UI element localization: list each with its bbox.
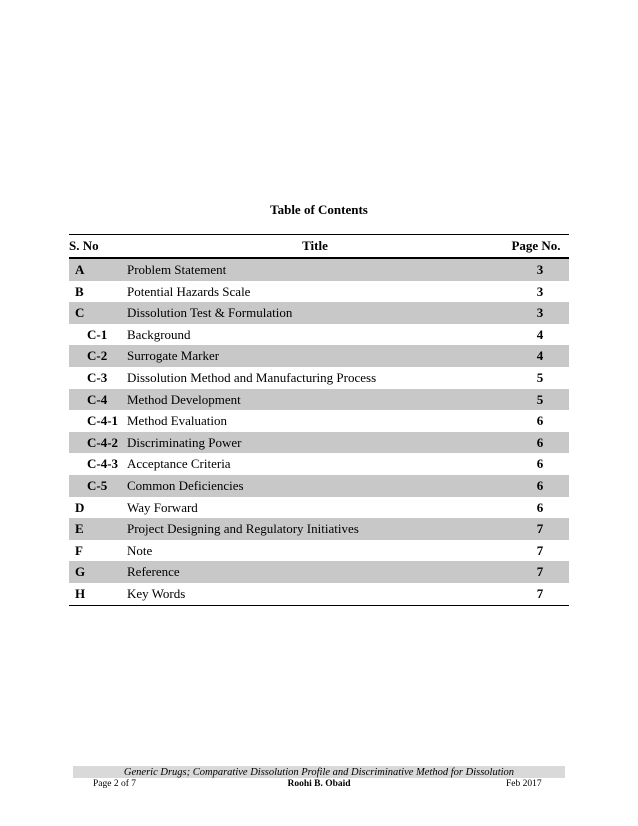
toc-row-sno: C-5 (69, 475, 127, 497)
toc-row-page: 3 (503, 302, 569, 324)
footer-band: Generic Drugs; Comparative Dissolution Profile and Discriminative Method for Dissolution (73, 766, 565, 778)
toc-row-title: Note (127, 542, 153, 558)
toc-row (69, 410, 569, 432)
toc-row-title: Acceptance Criteria (127, 456, 231, 472)
toc-row-title: Method Development (127, 389, 503, 411)
toc-row-title: Dissolution Test & Formulation (127, 302, 503, 324)
header-sno: S. No (69, 235, 127, 259)
toc-row (69, 324, 569, 346)
toc-row-sno: C-3 (87, 369, 108, 385)
toc-row-page: 4 (503, 345, 569, 367)
toc-row-sno: C-4 (69, 389, 127, 411)
toc-row-page: 7 (503, 583, 569, 605)
toc-row-page: 6 (536, 456, 544, 472)
footer-author: Roohi B. Obaid (287, 779, 351, 789)
toc-row-page: 7 (503, 561, 569, 583)
toc-row-sno: G (69, 561, 127, 583)
toc-row-sno: C-1 (87, 326, 108, 342)
toc-row-title: Problem Statement (127, 258, 503, 281)
toc-row-page: 6 (536, 413, 544, 429)
toc-row (69, 583, 569, 605)
toc-row (69, 345, 569, 367)
toc-row (69, 540, 569, 562)
toc-row-page: 5 (536, 369, 544, 385)
toc-row-sno: C-4-1 (87, 413, 119, 429)
toc-row-title: Common Deficiencies (127, 475, 503, 497)
toc-row (69, 497, 569, 519)
toc-row-title: Project Designing and Regulatory Initiatives (127, 518, 503, 540)
toc-row-sno: B (75, 283, 84, 299)
toc-row-sno: E (69, 518, 127, 540)
toc-row-sno: C-2 (69, 345, 127, 367)
toc-row (69, 302, 569, 324)
toc-row (69, 561, 569, 583)
footer-date: Feb 2017 (506, 779, 542, 789)
toc-row-title: Method Evaluation (127, 413, 228, 429)
toc-row-title: Way Forward (127, 499, 198, 515)
toc-row-sno: H (69, 583, 127, 605)
toc-row-title: Background (127, 326, 191, 342)
header-title: Title (127, 235, 503, 259)
toc-row (69, 281, 569, 303)
toc-row-sno: C (69, 302, 127, 324)
toc-header-row (69, 235, 569, 259)
toc-row-title: Reference (127, 561, 503, 583)
toc-row (69, 453, 569, 475)
toc-row-sno: C-4-3 (87, 456, 119, 472)
toc-row-page: 6 (536, 499, 544, 515)
toc-row-page: 7 (536, 542, 544, 558)
toc-row (69, 367, 569, 389)
toc-row-title: Discriminating Power (127, 432, 503, 454)
header-page: Page No. (503, 235, 569, 259)
toc-row (69, 258, 569, 281)
toc-row-sno: F (75, 542, 83, 558)
toc-row-page: 5 (503, 389, 569, 411)
toc-row-sno: D (75, 499, 85, 515)
toc-row-title: Surrogate Marker (127, 345, 503, 367)
toc-row (69, 389, 569, 411)
toc-row (69, 518, 569, 540)
toc-title: Table of Contents (270, 202, 368, 217)
toc-row (69, 432, 569, 454)
toc-row-page: 6 (503, 475, 569, 497)
toc-row-sno: A (69, 258, 127, 281)
toc-row-page: 3 (536, 283, 544, 299)
toc-row-page: 6 (503, 432, 569, 454)
toc-row-page: 7 (503, 518, 569, 540)
toc-row-page: 4 (536, 326, 544, 342)
toc-row-sno: C-4-2 (69, 432, 127, 454)
toc-row-title: Dissolution Method and Manufacturing Process (127, 369, 377, 385)
toc-table (69, 234, 569, 606)
toc-row-title: Key Words (127, 583, 503, 605)
toc-row (69, 475, 569, 497)
toc-row-title: Potential Hazards Scale (127, 283, 251, 299)
toc-row-page: 3 (503, 258, 569, 281)
footer-page-label: Page 2 of 7 (93, 779, 137, 789)
toc-body (69, 258, 569, 605)
